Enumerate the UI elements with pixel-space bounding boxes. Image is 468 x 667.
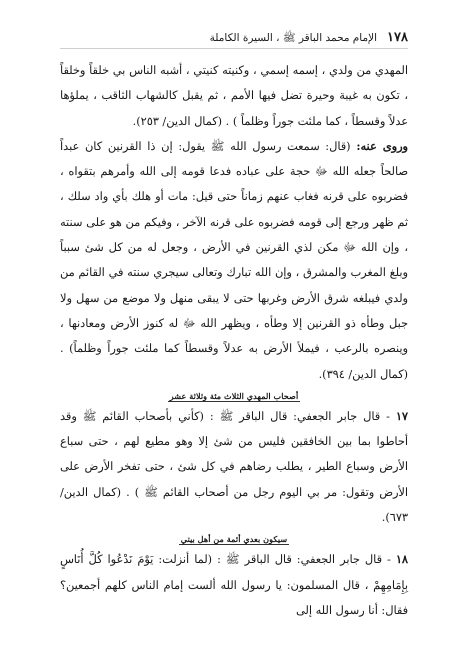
section-title-companions: أصحاب المهدي الثلاث مئة وثلاثة عشر bbox=[169, 390, 299, 401]
narration-text: - قال جابر الجعفي: قال الباقر ﷺ : (لما أنزلت: يَوْمَ نَدْعُوا كُلَّ أُنَاسٍ بِإِمَامِهِمْ ، قال المسلمون: يا رسول الله ألست إمام الناس كلهم أجمعين؟ فقال: أنا رسول الله إلى bbox=[60, 553, 408, 617]
paragraph-lead: وروى عنه: bbox=[356, 138, 408, 153]
paragraph-text: (قال: سمعت رسول الله ﷺ يقول: إن ذا القرنين كان عبداً صالحاً جعله الله ﷻ حجة على عباده فدعا قومه إلى الله وأمرهم بتقواه ، فضربوه على قرنه فغاب عنهم زماناً حتى قيل: مات أو هلك بأي واد سلك ، ثم ظهر ورجع إلى قومه فضربوه على قرنه الآخر ، وفيكم من هو على سنته ، وإن الله ﷻ مكن لذي القرنين في الأرض ، وجعل له من كل شئ سبباً وبلغ المغرب والمشرق ، وإن الله تبارك وتعالى سيجري سنته في القائم من ولدي فيبلغه شرق الأرض وغربها حتى لا يبقى منهل ولا موضع من سهل ولا جبل وطأه ذو القرنين إلا وطأه ، ويظهر الله ﷻ له كنوز الأرض ومعادنها ، وينصره بالرعب ، فيملأ الأرض به عدلاً وقسطاً كما ملئت جوراً وظلماً) . (كمال الدين/ ٣٩٤). bbox=[60, 139, 408, 381]
narration-text: - قال جابر الجعفي: قال الباقر ﷺ : (كأني بأصحاب القائم ﷺ وقد أحاطوا بما بين الخافقين فليس من شئ إلا وهو مطيع لهم ، حتى سباع الأرض وسباع الطير ، يطلب رضاهم في كل شئ ، حتى تفخر الأرض على الأرض وتقول: مر بي اليوم رجل من أصحاب القائم ﷺ ) . (كمال الدين/ ٦٧٣). bbox=[60, 409, 408, 525]
paragraph-text: المهدي من ولدي ، إسمه إسمي ، وكنيته كنيتي ، أشبه الناس بي خلقاً وخلقاً ، تكون به غيبة وحيرة تضل فيها الأمم ، ثم يقبل كالشهاب الثاقب ، يملؤها عدلاً وقسطاً ، كما ملئت جوراً وظلماً ) . (كمال الدين/ ٢٥٣). bbox=[60, 64, 408, 128]
narration-17 bbox=[60, 404, 408, 530]
narration-number: ١٧ bbox=[395, 408, 408, 423]
page-body bbox=[60, 58, 408, 623]
section-title-imams: سيكون بعدي أئمة من أهل بيتي bbox=[180, 534, 288, 545]
narration-18 bbox=[60, 547, 408, 623]
page-number: ١٧٨ bbox=[387, 30, 408, 45]
paragraph-continuation bbox=[60, 58, 408, 134]
narration-number: ١٨ bbox=[395, 552, 408, 567]
paragraph-dhul-qarnayn bbox=[60, 134, 408, 387]
running-title: الإمام محمد الباقر ﷺ ، السيرة الكاملة bbox=[209, 32, 378, 44]
page-header bbox=[60, 30, 408, 49]
